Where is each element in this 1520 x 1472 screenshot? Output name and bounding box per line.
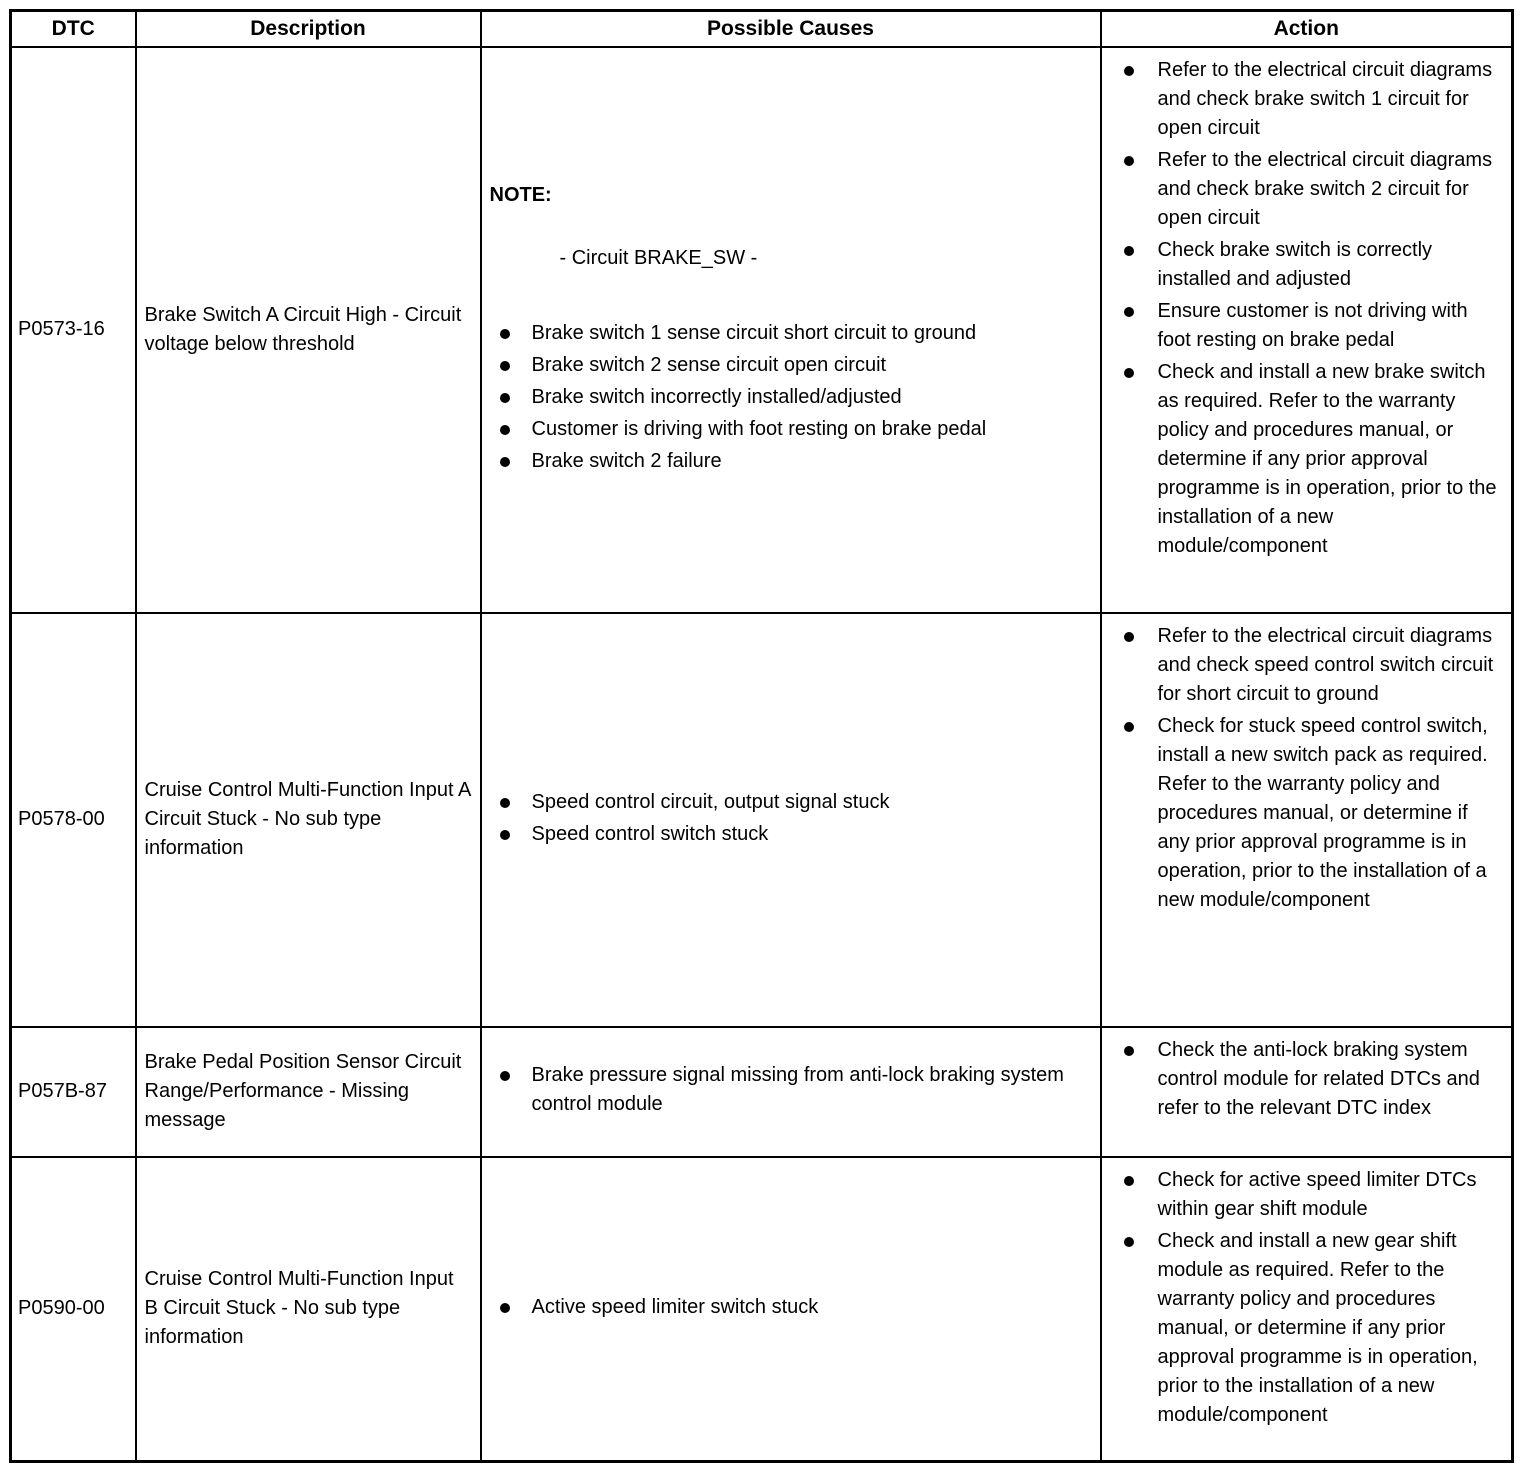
description-cell: Brake Switch A Circuit High - Circuit voltage below threshold [136,47,481,613]
list-item [1110,622,1504,709]
bullet-icon [500,457,510,467]
causes-list [490,1061,1092,1119]
action-text: Check and install a new brake switch as required. Refer to the warranty policy and procedures manual, or determine if any prior approval programme is in operation, prior to the installation of a new module/component [1157,360,1497,557]
cause-text: Customer is driving with foot resting on brake pedal [531,417,987,440]
col-header-action: Action [1101,11,1513,47]
table-row [11,47,1513,613]
action-text: Check the anti-lock braking system control module for related DTCs and refer to the relevant DTC index [1157,1039,1480,1120]
causes-list [490,788,1092,849]
action-text: Check and install a new gear shift module as required. Refer to the warranty policy and procedures manual, or determine if any prior approval programme is in operation, prior to the installation of a new module/component [1157,1229,1478,1426]
list-item [1110,358,1504,561]
dtc-code: P0590-00 [11,1157,136,1462]
action-text: Ensure customer is not driving with foot resting on brake pedal [1157,299,1468,351]
list-item [490,319,1092,348]
dtc-code: P0578-00 [11,613,136,1027]
bullet-icon [1124,156,1134,166]
actions-list [1110,1166,1504,1430]
cause-text: Speed control circuit, output signal stuck [531,790,890,813]
bullet-icon [500,798,510,808]
bullet-icon [1124,722,1134,732]
bullet-icon [1124,307,1134,317]
list-item [1110,1166,1504,1224]
table-row [11,613,1513,1027]
bullet-icon [500,361,510,371]
header-row [11,11,1513,47]
bullet-icon [1124,632,1134,642]
bullet-icon [500,393,510,403]
action-text: Refer to the electrical circuit diagrams and check brake switch 2 circuit for open circuit [1157,148,1493,229]
list-item [1110,1036,1504,1123]
cause-text: Speed control switch stuck [531,822,769,845]
bullet-icon [500,1303,510,1313]
bullet-icon [500,329,510,339]
action-text: Check for active speed limiter DTCs within gear shift module [1157,1168,1477,1220]
list-item [490,788,1092,817]
note-circuit-text: - Circuit BRAKE_SW - [559,246,758,269]
list-item [1110,297,1504,355]
list-item [1110,56,1504,143]
dtc-code: P057B-87 [11,1027,136,1157]
possible-causes-cell [481,1157,1101,1462]
possible-causes-cell [481,613,1101,1027]
dtc-code: P0573-16 [11,47,136,613]
bullet-icon [500,425,510,435]
col-header-dtc: DTC [11,11,136,47]
actions-list [1110,622,1504,915]
causes-list [490,319,1092,476]
list-item [490,447,1092,476]
cause-text: Brake switch 2 sense circuit open circuit [531,353,887,376]
note-label: NOTE: [489,183,552,206]
causes-list [490,1293,1092,1322]
bullet-icon [1124,1176,1134,1186]
possible-causes-cell [481,1027,1101,1157]
actions-list [1110,56,1504,561]
description-cell: Brake Pedal Position Sensor Circuit Range/Performance - Missing message [136,1027,481,1157]
list-item [490,351,1092,380]
action-cell [1101,613,1513,1027]
action-text: Refer to the electrical circuit diagrams and check speed control switch circuit for short circuit to ground [1157,624,1494,705]
action-text: Refer to the electrical circuit diagrams and check brake switch 1 circuit for open circuit [1157,58,1493,139]
list-item [490,1293,1092,1322]
action-text: Check brake switch is correctly installed and adjusted [1157,238,1433,290]
cause-text: Brake pressure signal missing from anti-lock braking system control module [531,1064,1064,1116]
bullet-icon [1124,1046,1134,1056]
bullet-icon [1124,1237,1134,1247]
list-item [490,1061,1092,1119]
col-header-possible-causes: Possible Causes [481,11,1101,47]
cause-text: Brake switch incorrectly installed/adjusted [531,385,902,408]
table-row [11,1157,1513,1462]
action-cell [1101,47,1513,613]
list-item [490,383,1092,412]
actions-list [1110,1036,1504,1123]
bullet-icon [500,830,510,840]
description-cell: Cruise Control Multi-Function Input A Circuit Stuck - No sub type information [136,613,481,1027]
possible-causes-cell [481,47,1101,613]
bullet-icon [500,1071,510,1081]
description-cell: Cruise Control Multi-Function Input B Circuit Stuck - No sub type information [136,1157,481,1462]
bullet-icon [1124,368,1134,378]
cause-text: Brake switch 2 failure [531,449,722,472]
bullet-icon [1124,66,1134,76]
dtc-table [9,9,1514,1463]
action-cell [1101,1027,1513,1157]
table-row [11,1027,1513,1157]
list-item [1110,146,1504,233]
col-header-description: Description [136,11,481,47]
list-item [1110,1227,1504,1430]
bullet-icon [1124,246,1134,256]
cause-text: Brake switch 1 sense circuit short circuit to ground [531,321,977,344]
cause-text: Active speed limiter switch stuck [531,1295,819,1318]
list-item [490,415,1092,444]
list-item [1110,712,1504,915]
action-text: Check for stuck speed control switch, install a new switch pack as required. Refer to the warranty policy and procedures manual, or determine if any prior approval programme is in operation, prior to the installation of a new module/component [1157,714,1488,911]
list-item [1110,236,1504,294]
list-item [490,820,1092,849]
action-cell [1101,1157,1513,1462]
